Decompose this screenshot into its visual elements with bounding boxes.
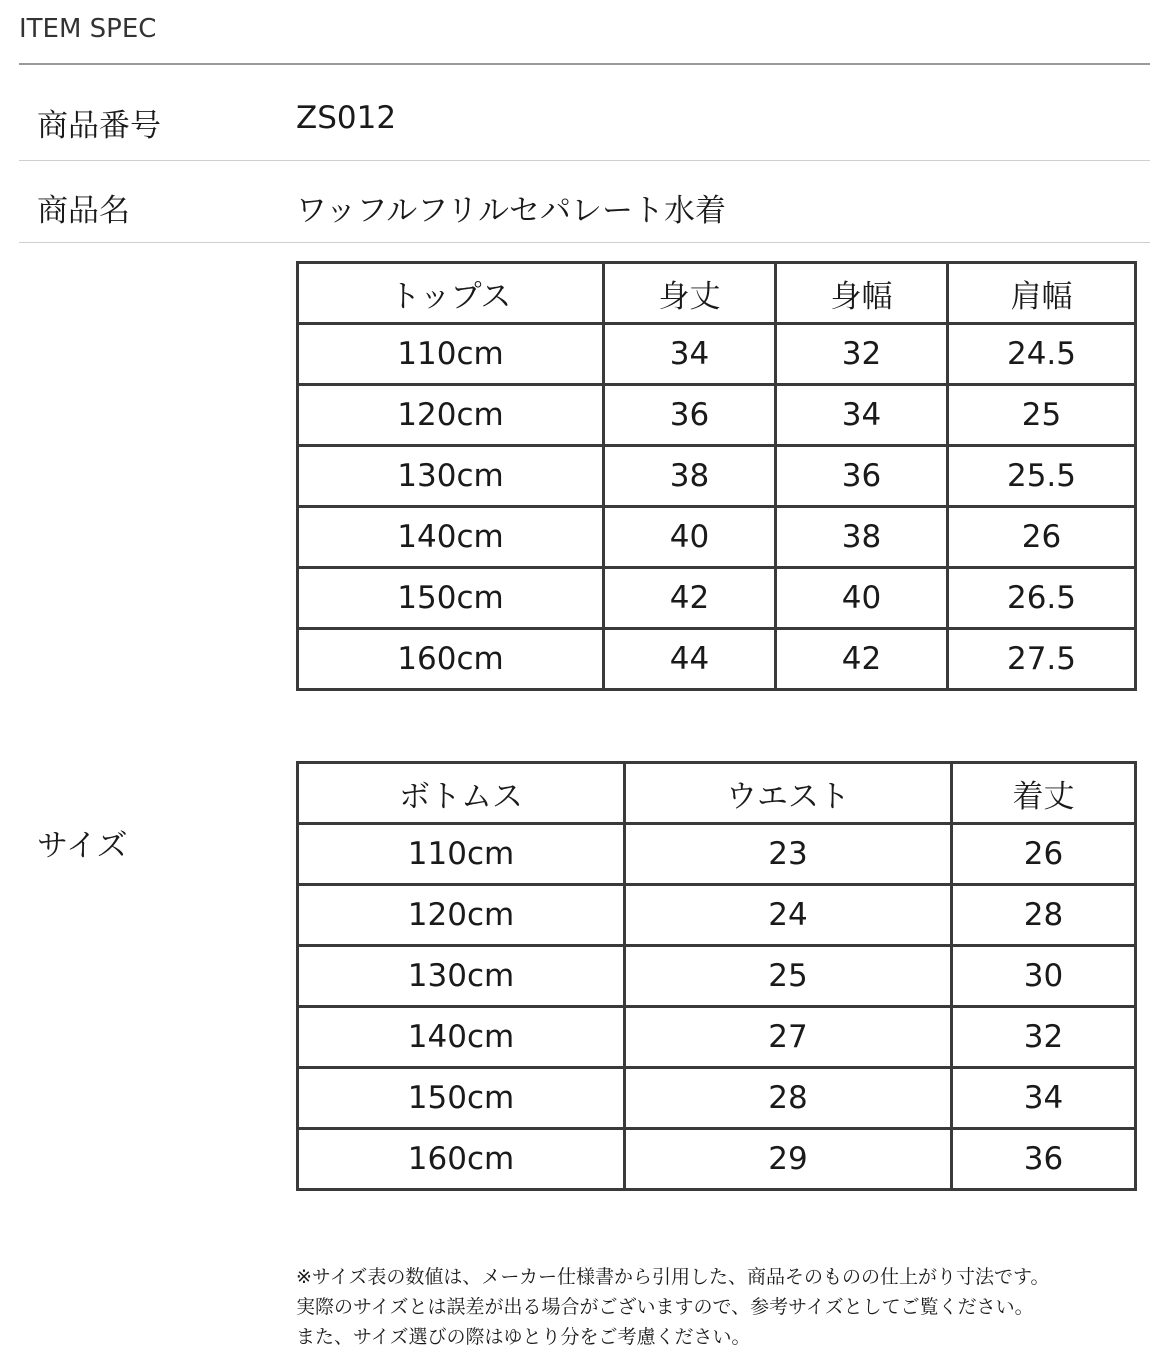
table-cell: 34 (952, 1068, 1136, 1129)
table-cell: 150cm (298, 568, 604, 629)
tops-size-table (296, 261, 1137, 691)
table-cell: 140cm (298, 1007, 625, 1068)
product-number-value: ZS012 (296, 100, 397, 136)
size-label: サイズ (37, 828, 128, 864)
spec-row-product-number (19, 64, 1150, 161)
table-cell: 140cm (298, 507, 604, 568)
table-row (298, 1068, 1136, 1129)
table-cell: 26.5 (948, 568, 1136, 629)
product-name-label: 商品名 (37, 193, 130, 229)
table-cell: 160cm (298, 1129, 625, 1190)
table-cell: 36 (776, 446, 948, 507)
table-cell: 36 (604, 385, 776, 446)
table-cell: 34 (776, 385, 948, 446)
table-cell: 25 (625, 946, 952, 1007)
table-header-cell: トップス (298, 263, 604, 324)
table-cell: 29 (625, 1129, 952, 1190)
table-header-cell: 肩幅 (948, 263, 1136, 324)
spec-row-product-name (19, 161, 1150, 243)
table-header-row (298, 263, 1136, 324)
table-cell: 120cm (298, 885, 625, 946)
section-title: ITEM SPEC (19, 14, 157, 44)
table-header-cell: 身丈 (604, 263, 776, 324)
note-line: ※サイズ表の数値は、メーカー仕様書から引用した、商品そのものの仕上がり寸法です。 (296, 1266, 1050, 1288)
table-row (298, 1007, 1136, 1068)
table-cell: 150cm (298, 1068, 625, 1129)
table-header-row (298, 763, 1136, 824)
table-cell: 34 (604, 324, 776, 385)
note-line: また、サイズ選びの際はゆとり分をご考慮ください。 (296, 1326, 751, 1348)
table-cell: 30 (952, 946, 1136, 1007)
table-row (298, 1129, 1136, 1190)
table-cell: 28 (952, 885, 1136, 946)
table-cell: 24 (625, 885, 952, 946)
table-header-cell: ボトムス (298, 763, 625, 824)
table-cell: 26 (948, 507, 1136, 568)
table-cell: 42 (604, 568, 776, 629)
product-number-label: 商品番号 (37, 108, 161, 144)
table-cell: 40 (776, 568, 948, 629)
table-row (298, 385, 1136, 446)
table-cell: 38 (604, 446, 776, 507)
table-cell: 24.5 (948, 324, 1136, 385)
table-row (298, 629, 1136, 690)
table-cell: 110cm (298, 824, 625, 885)
table-cell: 26 (952, 824, 1136, 885)
note-line: 実際のサイズとは誤差が出る場合がございますので、参考サイズとしてご覧ください。 (296, 1296, 1034, 1318)
table-header-cell: 着丈 (952, 763, 1136, 824)
bottoms-size-table (296, 761, 1137, 1191)
product-name-value: ワッフルフリルセパレート水着 (296, 193, 726, 229)
table-row (298, 324, 1136, 385)
table-row (298, 507, 1136, 568)
table-cell: 27.5 (948, 629, 1136, 690)
table-row (298, 446, 1136, 507)
table-header-cell: 身幅 (776, 263, 948, 324)
table-cell: 32 (952, 1007, 1136, 1068)
table-cell: 23 (625, 824, 952, 885)
table-header-cell: ウエスト (625, 763, 952, 824)
table-row (298, 568, 1136, 629)
table-cell: 130cm (298, 446, 604, 507)
table-cell: 160cm (298, 629, 604, 690)
table-row (298, 946, 1136, 1007)
table-cell: 25.5 (948, 446, 1136, 507)
table-cell: 25 (948, 385, 1136, 446)
table-cell: 28 (625, 1068, 952, 1129)
table-cell: 38 (776, 507, 948, 568)
table-cell: 120cm (298, 385, 604, 446)
table-cell: 27 (625, 1007, 952, 1068)
table-cell: 36 (952, 1129, 1136, 1190)
table-cell: 42 (776, 629, 948, 690)
size-note (296, 1262, 1050, 1352)
table-cell: 40 (604, 507, 776, 568)
table-cell: 130cm (298, 946, 625, 1007)
table-cell: 110cm (298, 324, 604, 385)
table-cell: 32 (776, 324, 948, 385)
table-row (298, 824, 1136, 885)
table-row (298, 885, 1136, 946)
table-cell: 44 (604, 629, 776, 690)
